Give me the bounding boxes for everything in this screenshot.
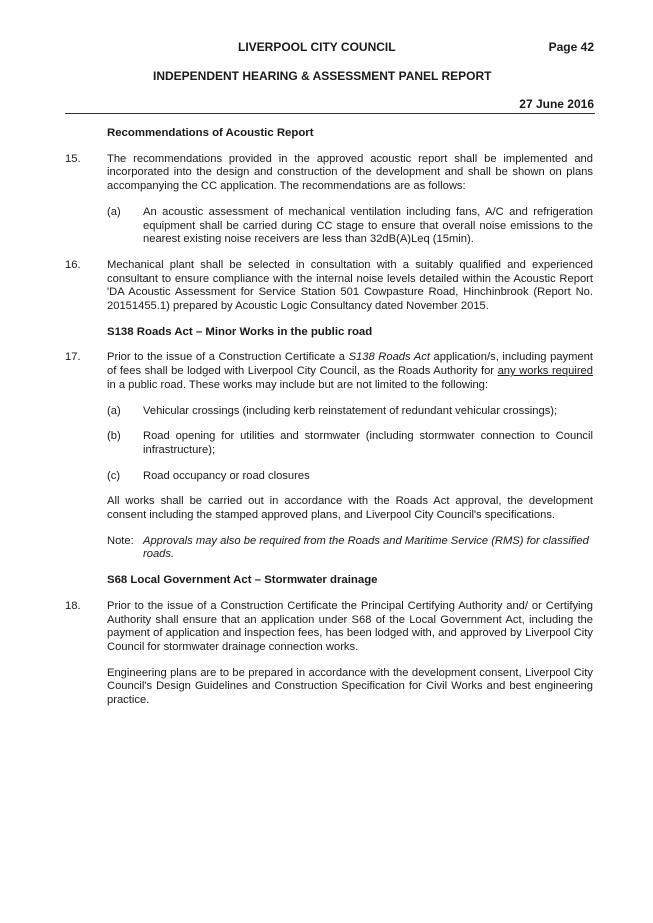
sub-text: Vehicular crossings (including kerb reinstatement of redundant vehicular crossings); (143, 404, 558, 417)
condition-number: 18. (65, 599, 81, 612)
council-name: LIVERPOOL CITY COUNCIL (238, 40, 396, 54)
condition-17-b (107, 430, 593, 457)
condition-17 (65, 351, 593, 392)
section-heading-roads: S138 Roads Act – Minor Works in the public road (107, 325, 373, 338)
page-number: Page 42 (548, 40, 594, 54)
report-date: 27 June 2016 (519, 97, 594, 111)
condition-17-a (107, 405, 593, 419)
condition-text: Mechanical plant shall be selected in consultation with a suitably qualified and experienced consultant to ensure compliance with the internal noise levels detailed within the Acoustic Report 'DA Acoustic Assessment for Service Station 501 Cowpasture Road, Hinchinbrook (Report No. 20151455.1) prepared by Acoustic Logic Consultancy dated November 2015. (107, 258, 593, 313)
sub-text: Road occupancy or road closures (143, 469, 310, 482)
sub-label: (b) (107, 430, 121, 443)
report-title: INDEPENDENT HEARING & ASSESSMENT PANEL REPORT (153, 69, 492, 83)
condition-15-a (107, 206, 593, 247)
condition-18 (65, 600, 593, 655)
sub-label: (a) (107, 205, 121, 218)
condition-number: 16. (65, 258, 81, 271)
condition-text: The recommendations provided in the approved acoustic report shall be implemented and incorporated into the design and construction of the development and shall be shown on plans accompanying the CC application. The recommendations are as follows: (107, 152, 593, 193)
sub-text: Road opening for utilities and stormwater (including stormwater connection to Council infrastructure); (143, 430, 593, 456)
condition-15 (65, 153, 593, 194)
text-part: application/s, including payment of fees shall be lodged with Liverpool City Council, as the Roads Authority for (107, 351, 593, 378)
header-rule (65, 113, 595, 114)
condition-text: Prior to the issue of a Construction Certificate the Principal Certifying Authority and/ or Certifying Authority shall ensure that an application under S68 of the Local Government Act, including the payment of application and inspection fees, has been lodged with, and approved by Liverpool City Council for stormwater drainage connection works. (107, 599, 593, 653)
note-text: Approvals may also be required from the Roads and Maritime Service (RMS) for classified roads. (143, 534, 589, 561)
section-heading-acoustic: Recommendations of Acoustic Report (107, 127, 314, 139)
section-heading-stormwater: S68 Local Government Act – Stormwater drainage (107, 574, 378, 587)
act-name: S138 Roads Act (348, 351, 430, 364)
sub-label: (a) (107, 404, 121, 417)
text-part: Prior to the issue of a Construction Certificate a (107, 351, 349, 364)
note-label: Note: (107, 534, 134, 547)
sub-text: An acoustic assessment of mechanical ventilation including fans, A/C and refrigeration equipment shall be carried during CC stage to ensure that overall noise emissions to the nearest existing noise receivers are less than 32dB(A)Leq (15min). (143, 205, 593, 246)
condition-number: 15. (65, 152, 81, 165)
text-part: in a public road. These works may include but are not limited to the following: (107, 378, 488, 391)
condition-text (107, 351, 593, 392)
paragraph: Engineering plans are to be prepared in accordance with the development consent, Liverpool City Council's Design Guidelines and Construction Specification for Civil Works and best engineering practice. (107, 666, 593, 707)
underlined-text: any works required (497, 365, 593, 378)
condition-17-c (107, 470, 593, 484)
condition-16 (65, 259, 593, 314)
sub-label: (c) (107, 469, 121, 482)
condition-number: 17. (65, 351, 81, 364)
note (107, 535, 593, 562)
document-body (65, 127, 593, 708)
paragraph: All works shall be carried out in accordance with the Roads Act approval, the development consent including the stamped approved plans, and Liverpool City Council's specifications. (107, 495, 593, 522)
